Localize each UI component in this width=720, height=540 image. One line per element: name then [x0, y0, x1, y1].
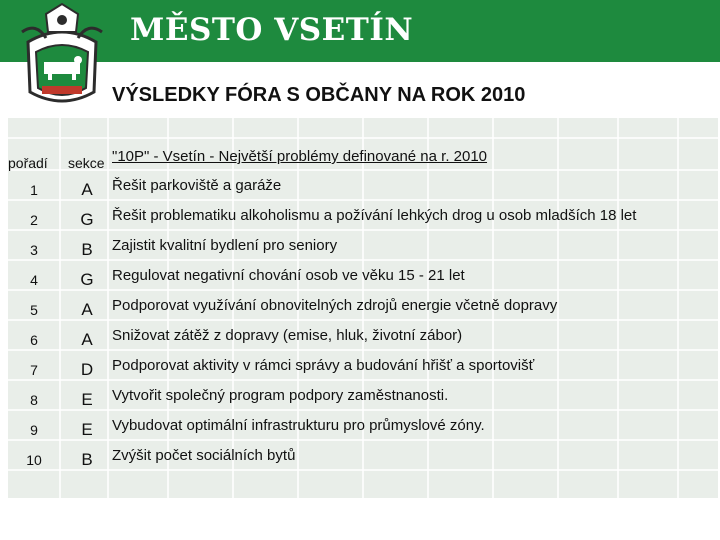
row-problem-text: Zvýšit počet sociálních bytů: [112, 447, 296, 464]
row-rank: 2: [30, 212, 38, 228]
row-section: A: [81, 180, 93, 199]
table-row: [0, 358, 720, 388]
row-rank: 5: [30, 302, 38, 318]
table-row: [0, 448, 720, 478]
column-header-sekce: sekce: [68, 155, 105, 171]
row-rank: 6: [30, 332, 38, 348]
row-section: D: [80, 360, 94, 379]
table-row: [0, 238, 720, 268]
row-problem-text: Vytvořit společný program podpory zaměstnanosti.: [112, 387, 449, 404]
table-row: [0, 328, 720, 358]
row-rank: 1: [30, 182, 38, 198]
row-rank: 8: [30, 392, 38, 408]
table-title: "10P" - Vsetín - Největší problémy definované na r. 2010: [112, 148, 488, 165]
row-rank: 7: [30, 362, 38, 378]
column-header-poradi: pořadí: [8, 155, 48, 171]
row-section: G: [80, 270, 94, 289]
row-problem-text: Zajistit kvalitní bydlení pro seniory: [112, 237, 338, 254]
page-title: VÝSLEDKY FÓRA S OBČANY NA ROK 2010: [112, 84, 526, 106]
row-problem-text: Řešit problematiku alkoholismu a požívání lehkých drog u osob mladších 18 let: [112, 207, 637, 224]
row-problem-text: Podporovat využívání obnovitelných zdrojů energie včetně dopravy: [112, 297, 558, 314]
table-row: [0, 418, 720, 448]
row-problem-text: Podporovat aktivity v rámci správy a budování hřišť a sportovišť: [112, 357, 535, 374]
row-rank: 9: [30, 422, 38, 438]
table-row: [0, 298, 720, 328]
table-row: [0, 208, 720, 238]
row-section: B: [81, 450, 93, 469]
city-coat-of-arms-icon: [16, 2, 108, 106]
city-title: MĚSTO VSETÍN: [130, 12, 414, 48]
row-problem-text: Regulovat negativní chování osob ve věku 15 - 21 let: [112, 267, 465, 284]
row-section: E: [81, 420, 93, 439]
row-section: A: [81, 330, 93, 349]
row-section: E: [81, 390, 93, 409]
row-problem-text: Vybudovat optimální infrastrukturu pro průmyslové zóny.: [112, 417, 485, 434]
row-problem-text: Snižovat zátěž z dopravy (emise, hluk, životní zábor): [112, 327, 463, 344]
table-row: [0, 388, 720, 418]
table-row: [0, 268, 720, 298]
row-section: B: [81, 240, 93, 259]
row-problem-text: Řešit parkoviště a garáže: [112, 177, 282, 194]
row-rank: 3: [30, 242, 38, 258]
row-rank: 10: [26, 452, 42, 468]
row-section: A: [81, 300, 93, 319]
row-rank: 4: [30, 272, 38, 288]
row-section: G: [80, 210, 94, 229]
table-row: [0, 178, 720, 208]
